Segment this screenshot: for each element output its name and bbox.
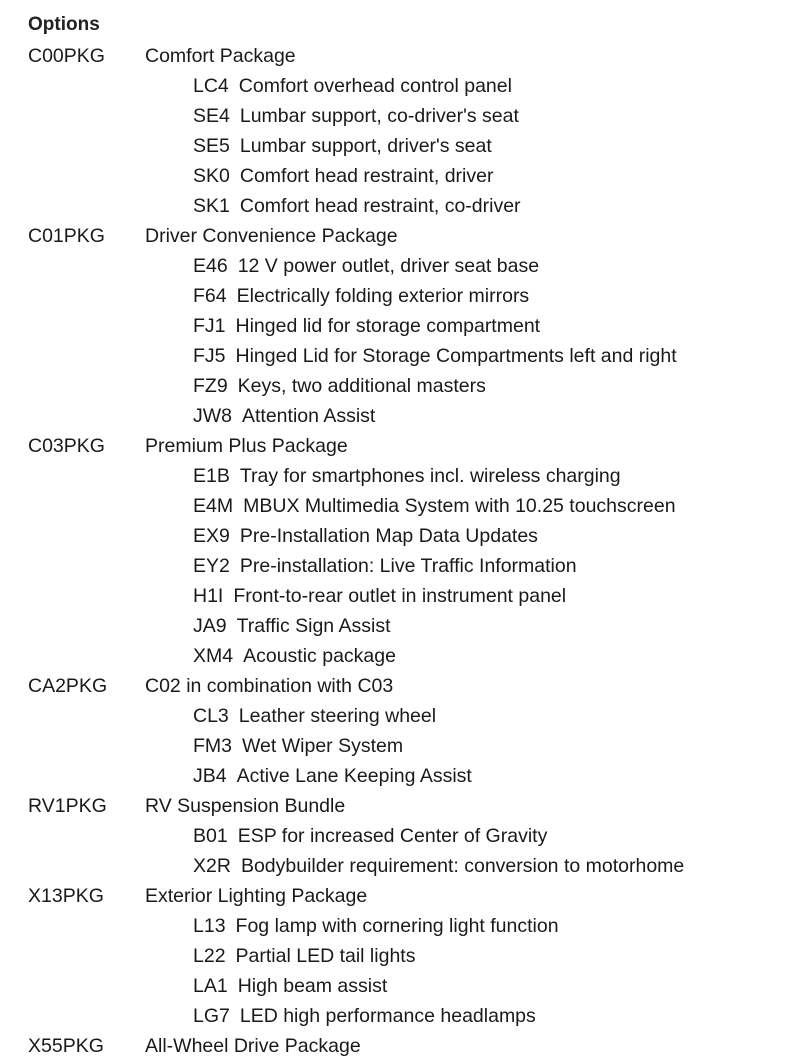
option-item xyxy=(193,1001,536,1031)
option-code: SE4 xyxy=(193,105,230,127)
package-name: All-Wheel Drive Package xyxy=(145,1035,361,1057)
option-code: LC4 xyxy=(193,75,229,97)
options-list xyxy=(0,41,800,1061)
package-code: X55PKG xyxy=(28,1035,104,1057)
option-item xyxy=(193,521,538,551)
option-description: Keys, two additional masters xyxy=(237,375,486,397)
option-item xyxy=(193,251,539,281)
option-item xyxy=(193,161,493,191)
option-row xyxy=(0,131,800,161)
option-row xyxy=(0,581,800,611)
option-description: Acoustic package xyxy=(243,645,396,667)
option-code: L22 xyxy=(193,945,226,967)
option-row xyxy=(0,701,800,731)
option-description: Electrically folding exterior mirrors xyxy=(236,285,530,307)
package-name: Driver Convenience Package xyxy=(145,225,398,247)
option-description: Pre-installation: Live Traffic Information xyxy=(239,555,577,577)
option-item xyxy=(193,71,512,101)
option-item xyxy=(193,641,396,671)
option-item xyxy=(193,971,387,1001)
option-description: High beam assist xyxy=(237,975,388,997)
option-item xyxy=(193,371,486,401)
option-code: LG7 xyxy=(193,1005,230,1027)
option-code: FJ5 xyxy=(193,345,226,367)
option-description: MBUX Multimedia System with 10.25 touchscreen xyxy=(243,495,676,517)
option-description: Partial LED tail lights xyxy=(235,945,416,967)
option-description: ESP for increased Center of Gravity xyxy=(237,825,548,847)
option-row xyxy=(0,101,800,131)
option-description: Tray for smartphones incl. wireless charging xyxy=(239,465,621,487)
option-row xyxy=(0,521,800,551)
option-description: Leather steering wheel xyxy=(238,705,437,727)
options-heading: Options xyxy=(28,14,100,35)
option-item xyxy=(193,911,559,941)
option-code: CL3 xyxy=(193,705,229,727)
option-row xyxy=(0,491,800,521)
option-description: 12 V power outlet, driver seat base xyxy=(237,255,540,277)
option-description: Lumbar support, driver's seat xyxy=(239,135,492,157)
option-item xyxy=(193,851,684,881)
option-code: JA9 xyxy=(193,615,227,637)
option-description: Hinged lid for storage compartment xyxy=(235,315,541,337)
option-code: JB4 xyxy=(193,765,227,787)
option-item xyxy=(193,491,676,521)
option-code: B01 xyxy=(193,825,228,847)
option-row xyxy=(0,401,800,431)
option-row xyxy=(0,71,800,101)
option-item xyxy=(193,341,677,371)
option-item xyxy=(193,761,472,791)
option-code: E46 xyxy=(193,255,228,277)
option-item xyxy=(193,941,415,971)
package-row xyxy=(0,1031,800,1061)
option-description: Hinged Lid for Storage Compartments left and right xyxy=(235,345,677,367)
option-row xyxy=(0,461,800,491)
option-row xyxy=(0,551,800,581)
option-item xyxy=(193,131,492,161)
option-code: H1I xyxy=(193,585,224,607)
option-item xyxy=(193,101,519,131)
option-row xyxy=(0,641,800,671)
package-code: CA2PKG xyxy=(28,675,108,697)
option-row xyxy=(0,161,800,191)
option-description: Traffic Sign Assist xyxy=(236,615,391,637)
option-description: Front-to-rear outlet in instrument panel xyxy=(233,585,567,607)
option-item xyxy=(193,281,529,311)
option-code: EX9 xyxy=(193,525,230,547)
option-item xyxy=(193,551,577,581)
option-code: EY2 xyxy=(193,555,230,577)
option-description: Attention Assist xyxy=(242,405,376,427)
option-item xyxy=(193,821,547,851)
option-row xyxy=(0,911,800,941)
package-code: C03PKG xyxy=(28,435,105,457)
option-code: FJ1 xyxy=(193,315,226,337)
option-code: E4M xyxy=(193,495,234,517)
option-item xyxy=(193,701,436,731)
option-code: F64 xyxy=(193,285,227,307)
option-description: Pre-Installation Map Data Updates xyxy=(239,525,538,547)
option-item xyxy=(193,461,621,491)
option-row xyxy=(0,191,800,221)
option-row xyxy=(0,341,800,371)
option-row xyxy=(0,611,800,641)
option-code: X2R xyxy=(193,855,231,877)
option-code: JW8 xyxy=(193,405,232,427)
option-code: L13 xyxy=(193,915,226,937)
option-description: Active Lane Keeping Assist xyxy=(236,765,472,787)
option-row xyxy=(0,311,800,341)
option-code: FZ9 xyxy=(193,375,228,397)
option-description: Bodybuilder requirement: conversion to motorhome xyxy=(240,855,685,877)
option-item xyxy=(193,311,540,341)
package-code: C01PKG xyxy=(28,225,105,247)
option-code: FM3 xyxy=(193,735,232,757)
package-row xyxy=(0,881,800,911)
option-code: LA1 xyxy=(193,975,228,997)
option-description: Fog lamp with cornering light function xyxy=(235,915,559,937)
option-row xyxy=(0,941,800,971)
package-row xyxy=(0,221,800,251)
option-row xyxy=(0,1001,800,1031)
package-name: C02 in combination with C03 xyxy=(145,675,394,697)
option-code: XM4 xyxy=(193,645,234,667)
option-item xyxy=(193,581,566,611)
option-row xyxy=(0,731,800,761)
option-code: SK0 xyxy=(193,165,230,187)
option-row xyxy=(0,761,800,791)
option-row xyxy=(0,371,800,401)
package-row xyxy=(0,671,800,701)
option-description: Wet Wiper System xyxy=(242,735,404,757)
option-item xyxy=(193,731,403,761)
package-row xyxy=(0,41,800,71)
option-row xyxy=(0,251,800,281)
package-name: RV Suspension Bundle xyxy=(145,795,346,817)
option-description: Comfort head restraint, driver xyxy=(239,165,494,187)
option-code: E1B xyxy=(193,465,230,487)
package-name: Premium Plus Package xyxy=(145,435,348,457)
option-item xyxy=(193,191,521,221)
option-code: SE5 xyxy=(193,135,230,157)
option-description: Comfort overhead control panel xyxy=(238,75,512,97)
option-row xyxy=(0,281,800,311)
package-code: RV1PKG xyxy=(28,795,107,817)
option-code: SK1 xyxy=(193,195,230,217)
option-description: LED high performance headlamps xyxy=(239,1005,536,1027)
package-code: C00PKG xyxy=(28,45,105,67)
option-item xyxy=(193,401,375,431)
package-name: Exterior Lighting Package xyxy=(145,885,368,907)
package-row xyxy=(0,791,800,821)
package-code: X13PKG xyxy=(28,885,104,907)
package-name: Comfort Package xyxy=(145,45,296,67)
option-description: Comfort head restraint, co-driver xyxy=(239,195,521,217)
option-row xyxy=(0,971,800,1001)
package-row xyxy=(0,431,800,461)
option-row xyxy=(0,821,800,851)
option-description: Lumbar support, co-driver's seat xyxy=(239,105,519,127)
option-row xyxy=(0,851,800,881)
option-item xyxy=(193,611,391,641)
